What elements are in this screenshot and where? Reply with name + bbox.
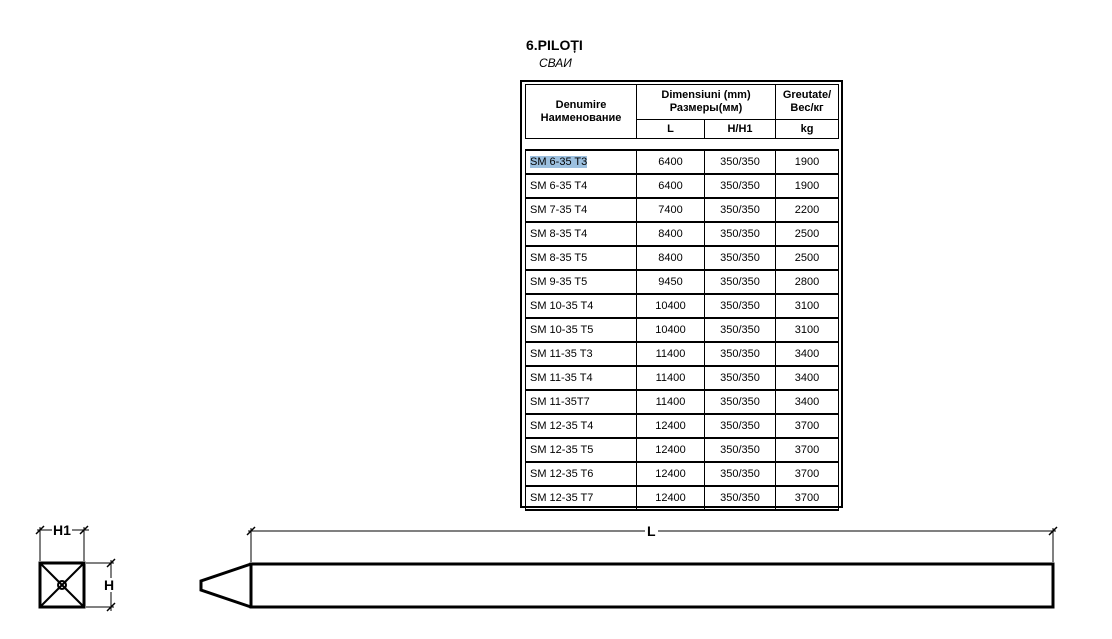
cell-h-h1-text: 350/350 bbox=[720, 275, 760, 288]
section-subtitle: СВАИ bbox=[539, 56, 572, 70]
cell-h-h1-text: 350/350 bbox=[720, 419, 760, 432]
cell-name-text: SM 9-35 T5 bbox=[530, 275, 588, 288]
header-col-l: L bbox=[637, 120, 705, 139]
section-title: 6.PILOȚI bbox=[526, 37, 583, 53]
cell-weight-text: 2800 bbox=[794, 275, 820, 288]
cell-h-h1-text: 350/350 bbox=[720, 203, 760, 216]
cell-h-h1-text: 350/350 bbox=[720, 347, 760, 360]
cell-weight-text: 3700 bbox=[794, 467, 820, 480]
cell-h-h1-text: 350/350 bbox=[720, 227, 760, 240]
cell-h-h1-text: 350/350 bbox=[720, 395, 760, 408]
header-col-kg: kg bbox=[776, 120, 839, 139]
cell-length-text: 11400 bbox=[655, 347, 686, 360]
h-label: H bbox=[104, 577, 115, 593]
cell-name-text: SM 6-35 T4 bbox=[530, 179, 588, 192]
cell-weight-text: 3700 bbox=[794, 443, 820, 456]
cell-weight-text: 1900 bbox=[794, 179, 820, 192]
cell-length-text: 10400 bbox=[655, 323, 686, 336]
cell-weight-text: 2500 bbox=[794, 251, 820, 264]
h1-label: H1 bbox=[53, 522, 71, 538]
cell-name-text: SM 10-35 T5 bbox=[530, 323, 594, 336]
cell-name-text: SM 11-35 T4 bbox=[530, 371, 593, 384]
cell-h-h1-text: 350/350 bbox=[720, 371, 760, 384]
cell-h-h1-text: 350/350 bbox=[720, 251, 760, 264]
cell-h-h1-text: 350/350 bbox=[720, 467, 760, 480]
cell-weight-text: 3400 bbox=[794, 395, 820, 408]
cell-weight-text: 3400 bbox=[794, 347, 820, 360]
cell-weight-text: 3100 bbox=[794, 323, 820, 336]
header-col-h: H/H1 bbox=[705, 120, 776, 139]
cell-h-h1-text: 350/350 bbox=[720, 179, 760, 192]
pile-tip bbox=[201, 564, 251, 607]
cell-h-h1-text: 350/350 bbox=[720, 299, 760, 312]
pile-body bbox=[251, 564, 1053, 607]
cell-name-text: SM 6-35 T3 bbox=[530, 155, 588, 168]
cell-weight-text: 3700 bbox=[794, 491, 820, 504]
cell-length-text: 7400 bbox=[658, 203, 683, 216]
cell-weight-text: 1900 bbox=[794, 155, 820, 168]
cell-weight-text: 3700 bbox=[794, 419, 820, 432]
cell-length-text: 12400 bbox=[655, 467, 686, 480]
cell-length-text: 10400 bbox=[655, 299, 686, 312]
cell-name-text: SM 11-35T7 bbox=[530, 395, 590, 408]
cell-name-text: SM 11-35 T3 bbox=[530, 347, 593, 360]
cell-length-text: 8400 bbox=[658, 251, 683, 264]
cell-length-text: 11400 bbox=[655, 395, 686, 408]
cell-length-text: 8400 bbox=[658, 227, 683, 240]
cell-weight-text: 2200 bbox=[794, 203, 820, 216]
cell-length-text: 12400 bbox=[655, 419, 686, 432]
cell-name-text: SM 12-35 T6 bbox=[530, 467, 594, 480]
cell-length-text: 9450 bbox=[658, 275, 683, 288]
cell-h-h1-text: 350/350 bbox=[720, 491, 760, 504]
cell-name-text: SM 12-35 T7 bbox=[530, 491, 594, 504]
cell-length-text: 12400 bbox=[655, 443, 686, 456]
cell-weight-text: 2500 bbox=[794, 227, 820, 240]
header-name-label: Denumire Наименование bbox=[540, 98, 622, 124]
cell-name-text: SM 8-35 T5 bbox=[530, 251, 588, 264]
cell-name-text: SM 12-35 T4 bbox=[530, 419, 594, 432]
cell-length-text: 6400 bbox=[658, 179, 683, 192]
cell-length-text: 11400 bbox=[655, 371, 686, 384]
cell-name-text: SM 7-35 T4 bbox=[530, 203, 588, 216]
cell-weight-text: 3100 bbox=[794, 299, 820, 312]
l-label: L bbox=[647, 523, 656, 539]
cell-h-h1-text: 350/350 bbox=[720, 323, 760, 336]
cell-length-text: 12400 bbox=[655, 491, 686, 504]
cell-h-h1-text: 350/350 bbox=[720, 443, 760, 456]
header-weight-label: Greutate/ Вес/кг bbox=[782, 89, 832, 114]
cell-weight-text: 3400 bbox=[794, 371, 820, 384]
cell-h-h1-text: 350/350 bbox=[720, 155, 760, 168]
cell-length-text: 6400 bbox=[658, 155, 683, 168]
header-dimensions-label: Dimensiuni (mm) Размеры(мм) bbox=[661, 89, 751, 114]
cell-name-text: SM 8-35 T4 bbox=[530, 227, 588, 240]
cell-name-text: SM 12-35 T5 bbox=[530, 443, 594, 456]
cell-name-text: SM 10-35 T4 bbox=[530, 299, 594, 312]
